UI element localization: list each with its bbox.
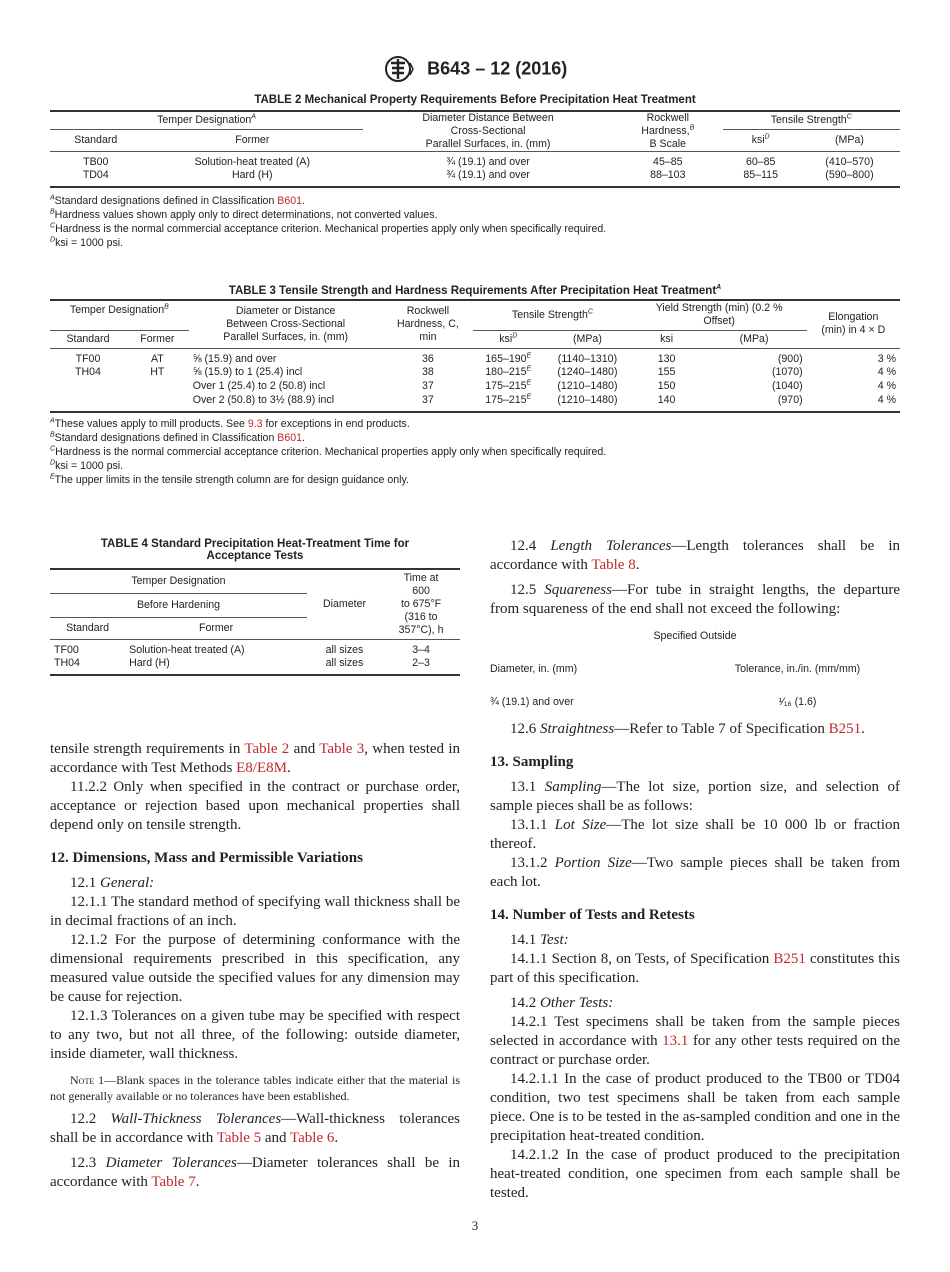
footnote-marker: E: [526, 351, 532, 359]
text: .: [286, 760, 291, 776]
section-heading: [490, 753, 900, 772]
text: 12.1.2 For the purpose of determining conformance with the dimensional requirements prescribed in this specification, any measured value outside the specified values for any dimension may be cause for rejection.: [50, 932, 460, 1005]
footnote-marker: B: [50, 208, 55, 216]
body-paragraph: [50, 778, 460, 835]
body-paragraph: [490, 1013, 900, 1070]
table-2-footnotes: [50, 194, 900, 250]
text: .: [195, 1174, 200, 1190]
text: 14. Number of Tests and Retests: [490, 907, 695, 923]
table-2-cell: 60–85: [745, 156, 776, 168]
italic-text: Portion Size: [554, 855, 632, 871]
table-2-row: [50, 169, 900, 187]
table-2-cell: (410–570): [825, 156, 874, 168]
footnote-marker: D: [50, 458, 56, 466]
table-3-cell: (1210–1480): [557, 380, 618, 392]
table-footnote: [50, 236, 900, 250]
text: —Length tolerances shall be in accordance with: [490, 538, 900, 573]
text: 13.1: [510, 779, 545, 795]
footnote-marker: E: [526, 392, 532, 400]
text: for exceptions in end products.: [262, 417, 410, 430]
italic-text: General:: [100, 875, 155, 891]
table-3-cell: [126, 394, 189, 412]
text: —The lot size, portion size, and selection of sample pieces shall be as follows:: [490, 779, 900, 814]
text: Hardness is the normal commercial acceptance criterion. Mechanical properties apply only when specifically required.: [55, 445, 607, 458]
cross-reference-link[interactable]: Table 8: [591, 557, 636, 573]
text: Hardness values shown apply only to direct determinations, not converted values.: [54, 209, 438, 221]
cross-reference-link[interactable]: Table 6: [290, 1130, 335, 1146]
table-footnote: [50, 445, 900, 459]
text: ksi = 1000 psi.: [55, 237, 124, 249]
text: —Refer to Table 7 of Specification: [614, 721, 829, 737]
text: 12.1: [70, 875, 100, 891]
body-paragraph: [490, 931, 900, 950]
text: .: [302, 431, 305, 444]
table-3-cell: [50, 394, 126, 412]
table-2-cell: (590–800): [825, 169, 874, 181]
text: 1—Blank spaces in the tolerance tables indicate either that the material is not generally available or no tolerances have been established.: [50, 1073, 460, 1103]
body-paragraph: [50, 931, 460, 1007]
body-paragraph: [490, 581, 900, 619]
table-4-header-diameter: Diameter: [307, 569, 382, 639]
cross-reference-link[interactable]: Table 2: [244, 741, 290, 757]
body-paragraph: [490, 537, 900, 575]
table-4-row: [50, 639, 460, 657]
text: 12.5: [510, 582, 545, 598]
footnote-marker: A: [50, 416, 55, 424]
footnote-marker: A: [50, 194, 55, 202]
section-heading: [50, 849, 460, 868]
table-2-header-diameter: Diameter Distance Between Cross-Sectional Parallel Surfaces, in. (mm): [363, 111, 613, 152]
text: Standard designations defined in Classification: [54, 431, 278, 444]
text: .: [635, 557, 640, 573]
table-footnote: [50, 222, 900, 236]
table-footnote: [50, 417, 900, 431]
table-3-cell: 130: [657, 352, 676, 365]
table-4-grid: [50, 568, 460, 676]
table-3-cell: 37: [422, 393, 434, 406]
table-3-header-standard: Standard: [50, 330, 126, 348]
document-designation: B643 – 12 (2016): [427, 58, 568, 79]
text: These values apply to mill products. See: [54, 417, 248, 430]
body-paragraph: [50, 740, 460, 778]
table-3-cell: 36: [422, 352, 434, 365]
body-paragraph: [490, 816, 900, 854]
table-4-cell: Hard (H): [129, 656, 170, 669]
text: and: [289, 741, 320, 757]
table-2-cell: ¾ (19.1) and over: [446, 156, 530, 168]
text: 13.1.2: [510, 855, 555, 871]
table-4-cell: 2–3: [412, 656, 430, 669]
table-3-row: [50, 348, 900, 366]
table-footnote: [50, 431, 900, 445]
cross-reference-link[interactable]: E8/E8M: [236, 760, 287, 776]
body-paragraph: [490, 854, 900, 892]
body-paragraph: [50, 1007, 460, 1064]
table-2-header-temper: Temper Designation$^A$: [50, 111, 363, 129]
table-4-cell: TH04: [54, 656, 80, 669]
cross-reference-link[interactable]: B601: [277, 431, 303, 444]
text: 12.1.3 Tolerances on a given tube may be specified with respect to any two, but not all three, of the following: outside diameter, inside diameter, wall thickness.: [50, 1008, 460, 1062]
table-3-cell: 155: [657, 366, 676, 378]
text: 14.1.1 Section 8, on Tests, of Specification: [510, 951, 774, 967]
table-2-cell: 85–115: [743, 169, 778, 181]
table-3: [50, 285, 900, 487]
text: 12.1.1 The standard method of specifying wall thickness shall be in decimal fractions of an inch.: [50, 894, 460, 929]
table-3-cell: TH04: [75, 366, 101, 378]
footnote-marker: C: [50, 222, 56, 230]
cross-reference-link[interactable]: Table 5: [216, 1130, 262, 1146]
table-4-header-standard: Standard: [50, 617, 125, 639]
table-2-cell: TD04: [82, 169, 109, 181]
table-3-cell: ⅝ (15.9) and over: [192, 352, 277, 365]
text: —Diameter tolerances shall be in accordance with: [50, 1155, 460, 1190]
text: 12.2: [70, 1111, 111, 1127]
table-2-cell: Solution-heat treated (A): [194, 156, 310, 168]
table-4-cell: Solution-heat treated (A): [129, 643, 245, 656]
table-3-cell: HT: [150, 366, 165, 378]
table-2-row: [50, 152, 900, 170]
table-3-row: [50, 380, 900, 394]
table-2-header-rockwell: Rockwell Hardness,$^B$ B Scale: [613, 111, 722, 152]
text: , when tested in accordance with Test Methods: [50, 741, 460, 776]
table-3-header-yield-ksi: ksi: [632, 330, 702, 348]
text: —The lot size shall be 10 000 lb or fraction thereof.: [490, 817, 900, 852]
body-paragraph: [490, 720, 900, 739]
squareness-header-specified: Specified Outside: [653, 630, 737, 642]
text: 14.1: [510, 932, 540, 948]
table-3-cell: Over 1 (25.4) to 2 (50.8) incl: [192, 380, 326, 392]
table-4-title: TABLE 4 Standard Precipitation Heat-Treatment Time for Acceptance Tests: [100, 538, 410, 562]
table-3-cell: TF00: [75, 352, 101, 365]
table-3-cell: 3 %: [877, 352, 896, 365]
text: 14.2.1.2 In the case of product produced to the precipitation heat-treated condition, one specimen from each sample shall be tested.: [490, 1147, 900, 1201]
cross-reference-link[interactable]: B601: [277, 195, 303, 207]
text: 12.3: [70, 1155, 106, 1171]
table-3-cell: AT: [150, 352, 164, 365]
table-2-cell: Hard (H): [231, 169, 273, 181]
cross-reference-link[interactable]: Table 7: [151, 1174, 196, 1190]
table-4-row: [50, 657, 460, 675]
squareness-header-diameter: Diameter, in. (mm): [490, 663, 578, 675]
text: .: [334, 1130, 339, 1146]
table-2-header-tensile: Tensile Strength$^C$: [723, 111, 901, 129]
text: 12. Dimensions, Mass and Permissible Variations: [50, 850, 363, 866]
text: 14.2.1.1 In the case of product produced to the TB00 or TD04 condition, two test specimens shall be taken from each sample piece. One is to be tested in the as-sampled condition and one in the precipitation heat-treated condition.: [490, 1071, 900, 1144]
italic-text: Diameter Tolerances: [105, 1155, 237, 1171]
table-3-cell: 38: [422, 366, 434, 378]
table-3-cell: (1240–1480): [557, 366, 618, 378]
text: .: [861, 721, 865, 737]
table-2-cell: 88–103: [650, 169, 686, 181]
table-2-cell: 45–85: [653, 156, 683, 168]
table-3-cell: (1210–1480): [557, 393, 618, 406]
table-2-header-ksi: ksi$^D$: [723, 129, 799, 151]
text: 13. Sampling: [490, 754, 574, 770]
table-3-cell: (1070): [772, 366, 803, 378]
text: ksi = 1000 psi.: [55, 459, 124, 472]
table-4-header-time: Time at 600 to 675°F (316 to 357°C), h: [382, 569, 460, 639]
text: Hardness is the normal commercial acceptance criterion. Mechanical properties apply only when specifically required.: [55, 223, 607, 235]
table-3-header-tensile: Tensile Strength$^C$: [473, 300, 631, 330]
table-footnote: [50, 473, 900, 487]
text: for any other tests required on the contract or purchase order.: [490, 1033, 900, 1068]
table-3-header-mpa: (MPa): [543, 330, 631, 348]
body-paragraph: [490, 778, 900, 816]
body-paragraph: [50, 1154, 460, 1192]
table-3-title: TABLE 3 Tensile Strength and Hardness Requirements After Precipitation Heat Treatment$^A$: [228, 284, 722, 297]
cross-reference-link[interactable]: 9.3: [247, 417, 263, 430]
italic-text: Wall-Thickness Tolerances: [110, 1111, 282, 1127]
text: 12.6: [510, 721, 540, 737]
text: tensile strength requirements in: [50, 741, 245, 757]
table-2-grid: [50, 110, 900, 188]
table-4-cell: TF00: [54, 643, 79, 656]
table-4-header-before-hardening: Before Hardening: [50, 593, 307, 617]
table-3-cell: 150: [657, 380, 676, 392]
footnote-marker: E: [526, 379, 532, 387]
left-text-column: [50, 740, 460, 1192]
table-2: [50, 94, 900, 250]
body-paragraph: [490, 1146, 900, 1203]
text: —Two sample pieces shall be taken from each lot.: [490, 855, 901, 890]
footnote-marker: E: [50, 472, 55, 480]
table-3-cell: [50, 380, 126, 394]
body-paragraph: [490, 950, 900, 988]
table-3-cell: (1040): [772, 380, 803, 392]
body-paragraph: [490, 1070, 900, 1146]
table-3-cell: Over 2 (50.8) to 3½ (88.9) incl: [192, 393, 335, 406]
italic-text: Test:: [540, 932, 569, 948]
footnote-marker: B: [50, 430, 55, 438]
cross-reference-link[interactable]: Table 3: [319, 741, 365, 757]
table-3-header-former: Former: [126, 330, 189, 348]
table-3-header-elongation: Elongation (min) in 4 × D: [807, 300, 900, 348]
table-4-cell: all sizes: [325, 643, 364, 656]
body-paragraph: [50, 874, 460, 893]
table-3-header-rockwell: Rockwell Hardness, C, min: [383, 300, 474, 348]
body-paragraph: [490, 994, 900, 1013]
table-3-cell: $165-190^E$: [485, 351, 532, 365]
italic-text: Lot Size: [554, 817, 607, 833]
footnote-marker: E: [526, 365, 532, 373]
table-3-footnotes: [50, 417, 900, 487]
italic-text: Squareness: [544, 582, 612, 598]
document-header: [0, 55, 950, 83]
table-3-grid: [50, 299, 900, 413]
table-4-cell: 3–4: [412, 643, 430, 656]
italic-text: Other Tests:: [540, 995, 614, 1011]
body-paragraph: [50, 893, 460, 931]
right-text-column: [490, 537, 900, 1203]
italic-text: Length Tolerances: [550, 538, 672, 554]
body-paragraph: [50, 1110, 460, 1148]
table-4-header-temper: Temper Designation: [50, 569, 307, 593]
squareness-table: [490, 627, 900, 712]
italic-text: Straightness: [540, 721, 615, 737]
table-3-cell: 4 %: [877, 393, 896, 406]
note-label: Note: [70, 1073, 95, 1087]
table-3-row: [50, 366, 900, 380]
squareness-cell-diameter: ¾ (19.1) and over: [490, 696, 574, 708]
cross-reference-link[interactable]: 13.1: [662, 1033, 689, 1049]
table-3-cell: (900): [777, 352, 803, 365]
text: 12.4: [510, 538, 551, 554]
text: —For tube in straight lengths, the departure from squareness of the end shall not exceed the following:: [490, 582, 901, 617]
table-2-header-former: Former: [142, 129, 364, 151]
astm-logo-icon: [383, 55, 417, 83]
table-4-header-former: Former: [125, 617, 307, 639]
italic-text: Sampling: [544, 779, 602, 795]
note-paragraph: [50, 1072, 460, 1104]
table-3-header-ksi: ksi$^D$: [473, 330, 543, 348]
table-3-header-temper: Temper Designation$^B$: [50, 300, 189, 330]
squareness-cell-tolerance: ¹⁄₁₆ (1.6): [778, 696, 817, 708]
table-3-cell: 4 %: [877, 380, 896, 392]
table-footnote: [50, 459, 900, 473]
text: 14.2: [510, 995, 540, 1011]
table-3-cell: ⅝ (15.9) to 1 (25.4) incl: [192, 366, 303, 378]
table-3-header-yield-mpa: (MPa): [702, 330, 807, 348]
text: The upper limits in the tensile strength column are for design guidance only.: [54, 473, 409, 486]
text: —Wall-thickness tolerances shall be in accordance with: [50, 1111, 461, 1146]
text: constitutes this part of this specification.: [490, 951, 900, 986]
table-3-header-yield: Yield Strength (min) (0.2 % Offset): [632, 300, 807, 330]
table-2-header-mpa: (MPa): [799, 129, 900, 151]
table-footnote: [50, 208, 900, 222]
footnote-marker: C: [50, 444, 56, 452]
table-3-cell: [126, 380, 189, 394]
table-4: [50, 538, 460, 676]
squareness-header-tolerance: Tolerance, in./in. (mm/mm): [734, 663, 861, 675]
text: .: [302, 195, 305, 207]
table-2-cell: TB00: [83, 156, 109, 168]
text: and: [261, 1130, 290, 1146]
table-3-row: [50, 394, 900, 412]
table-footnote: [50, 194, 900, 208]
table-2-header-standard: Standard: [50, 129, 142, 151]
cross-reference-link[interactable]: B251: [773, 951, 806, 967]
table-3-cell: 4 %: [877, 366, 896, 378]
page-number: 3: [471, 1218, 479, 1233]
cross-reference-link[interactable]: B251: [828, 721, 862, 737]
table-3-cell: $175-215^E$: [485, 379, 532, 392]
text: 14.2.1 Test specimens shall be taken from the sample pieces selected in accordance with: [490, 1014, 900, 1049]
table-2-title: TABLE 2 Mechanical Property Requirements Before Precipitation Heat Treatment: [254, 94, 696, 106]
table-3-cell: $175-215^E$: [485, 392, 532, 406]
text: Standard designations defined in Classification: [54, 195, 278, 207]
table-3-cell: 37: [422, 380, 434, 392]
text: 11.2.2 Only when specified in the contract or purchase order, acceptance or rejection based upon mechanical properties shall depend only on tensile strength.: [50, 779, 460, 833]
table-2-cell: ¾ (19.1) and over: [446, 169, 530, 181]
text: 13.1.1: [510, 817, 555, 833]
table-4-cell: all sizes: [325, 656, 364, 669]
table-3-cell: 140: [657, 393, 676, 406]
footnote-marker: D: [50, 236, 56, 244]
table-3-cell: (970): [777, 393, 803, 406]
table-3-cell: (1140–1310): [557, 352, 618, 365]
table-3-cell: $180-215^E$: [485, 365, 532, 378]
table-3-header-diameter: Diameter or Distance Between Cross-Sectional Parallel Surfaces, in. (mm): [189, 300, 383, 348]
section-heading: [490, 906, 900, 925]
